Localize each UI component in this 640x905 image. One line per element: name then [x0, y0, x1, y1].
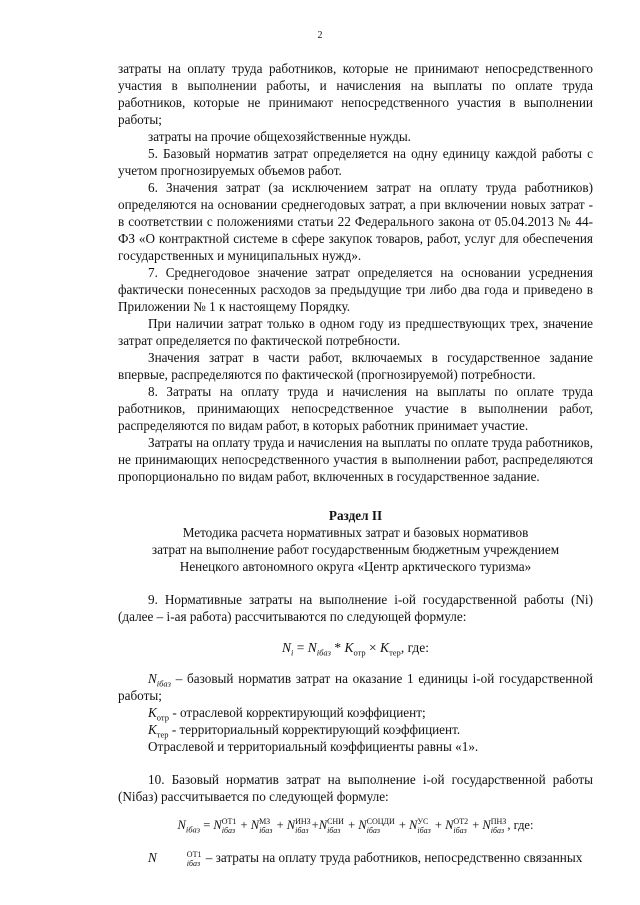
formula-operator: +	[431, 818, 446, 832]
paragraph: затраты на прочие общехозяйственные нужды.	[148, 129, 411, 144]
formula-operator: +	[344, 818, 359, 832]
formula-term: N СОЦДИ iбаз	[358, 817, 395, 836]
formula-term: N ОТ1 iбаз	[213, 817, 237, 836]
formula-operator: +	[469, 818, 483, 832]
formula-term: N МЗ iбаз	[250, 817, 273, 836]
paragraph: Значения затрат в части работ, включаемых в государственное задание впервые, распределяются по фактической (прогнозируемой) потребности.	[118, 350, 593, 382]
section-subtitle-line: затрат на выполнение работ государственным бюджетным учреждением	[151, 542, 560, 557]
formula-operator: +	[311, 818, 319, 832]
paragraph: При наличии затрат только в одном году из предшествующих трех, значение затрат определяется по фактической потребности.	[118, 316, 593, 348]
formula-term: N ПНЗ iбаз	[482, 817, 507, 836]
formula-term: N ИНЗ iбаз	[286, 817, 311, 836]
formula-term: N ОТ2 iбаз	[445, 817, 469, 836]
section-subtitle-line: Методика расчета нормативных затрат и базовых нормативов	[182, 525, 529, 540]
paragraph: 8. Затраты на оплату труда и начисления на выплаты по оплате труда работников, принимающих непосредственное участие в выполнении работ, распределяются по видам работ, в которых работник принимает участие.	[118, 384, 593, 433]
formula-operator: +	[237, 818, 251, 832]
paragraph: 6. Значения затрат (за исключением затрат на оплату труда работников) определяются на основании среднегодовых затрат, а при включении новых затрат - в соответствии с положениями статьи 22 Федерального закона от 05.04.2013 № 44-ФЗ «О контрактной системе в сфере закупок товаров, работ, услуг для обеспечения государственных и муниципальных нужд».	[118, 180, 593, 263]
document-body	[118, 60, 593, 868]
formula-term: N УС iбаз	[409, 817, 431, 836]
formula-operator: +	[273, 818, 287, 832]
formula-term: N СНИ iбаз	[318, 817, 344, 836]
paragraph: Отраслевой и территориальный коэффициенты равны «1».	[148, 739, 479, 754]
definition-item: $K_{отр}$ - отраслевой корректирующий коэффициент;	[148, 705, 426, 723]
paragraph: 7. Среднегодовое значение затрат определяется на основании усреднения фактически понесенных расходов за предыдущие три либо два года и приведено в Приложении № 1 к настоящему Порядку.	[118, 265, 593, 314]
formula-base-normative: $N_{iбаз} = N$ ОТ1 iбаз + N МЗ iбаз + N ИНЗ iбаз +N СНИ iбаз + N СОЦДИ iбаз + N УС iбаз + N ОТ2 iбаз + N ПНЗ iбаз , где:	[177, 817, 534, 836]
definition-item: $N_{iбаз}$ – базовый норматив затрат на оказание 1 единицы i-ой государственной работы;	[118, 671, 593, 703]
paragraph: затраты на оплату труда работников, которые не принимают непосредственного участия в выполнении работы, и начисления на выплаты по оплате труда работников, которые не принимают непосредственного участия в выполнении работы;	[118, 61, 593, 127]
definition-item: $K_{тер}$ - территориальный корректирующий коэффициент.	[148, 722, 461, 740]
formula-operator: +	[395, 818, 410, 832]
page-number: 2	[317, 30, 323, 41]
definition-item: N ОТ1 iбаз – затраты на оплату труда работников, непосредственно связанных	[148, 850, 583, 869]
section-subtitle-line: Ненецкого автономного округа «Центр арктического туризма»	[179, 559, 532, 574]
paragraph: 5. Базовый норматив затрат определяется на одну единицу каждой работы с учетом прогнозируемых объемов работ.	[118, 146, 593, 178]
paragraph: 10. Базовый норматив затрат на выполнение i-ой государственной работы (Niбаз) рассчитывается по следующей формуле:	[118, 772, 593, 804]
section-title: Раздел II	[328, 508, 383, 523]
paragraph: Затраты на оплату труда и начисления на выплаты по оплате труда работников, не принимающих непосредственного участия в выполнении работ, распределяются пропорционально по видам работ, включенных в государственное задание.	[118, 435, 593, 484]
paragraph: 9. Нормативные затраты на выполнение i-ой государственной работы (Ni) (далее – i-ая работа) рассчитываются по следующей формуле:	[118, 592, 593, 624]
formula-normative-costs: $N_i = N_{iбаз} * K_{отр} \times K_{тер}$, где:	[281, 640, 430, 658]
